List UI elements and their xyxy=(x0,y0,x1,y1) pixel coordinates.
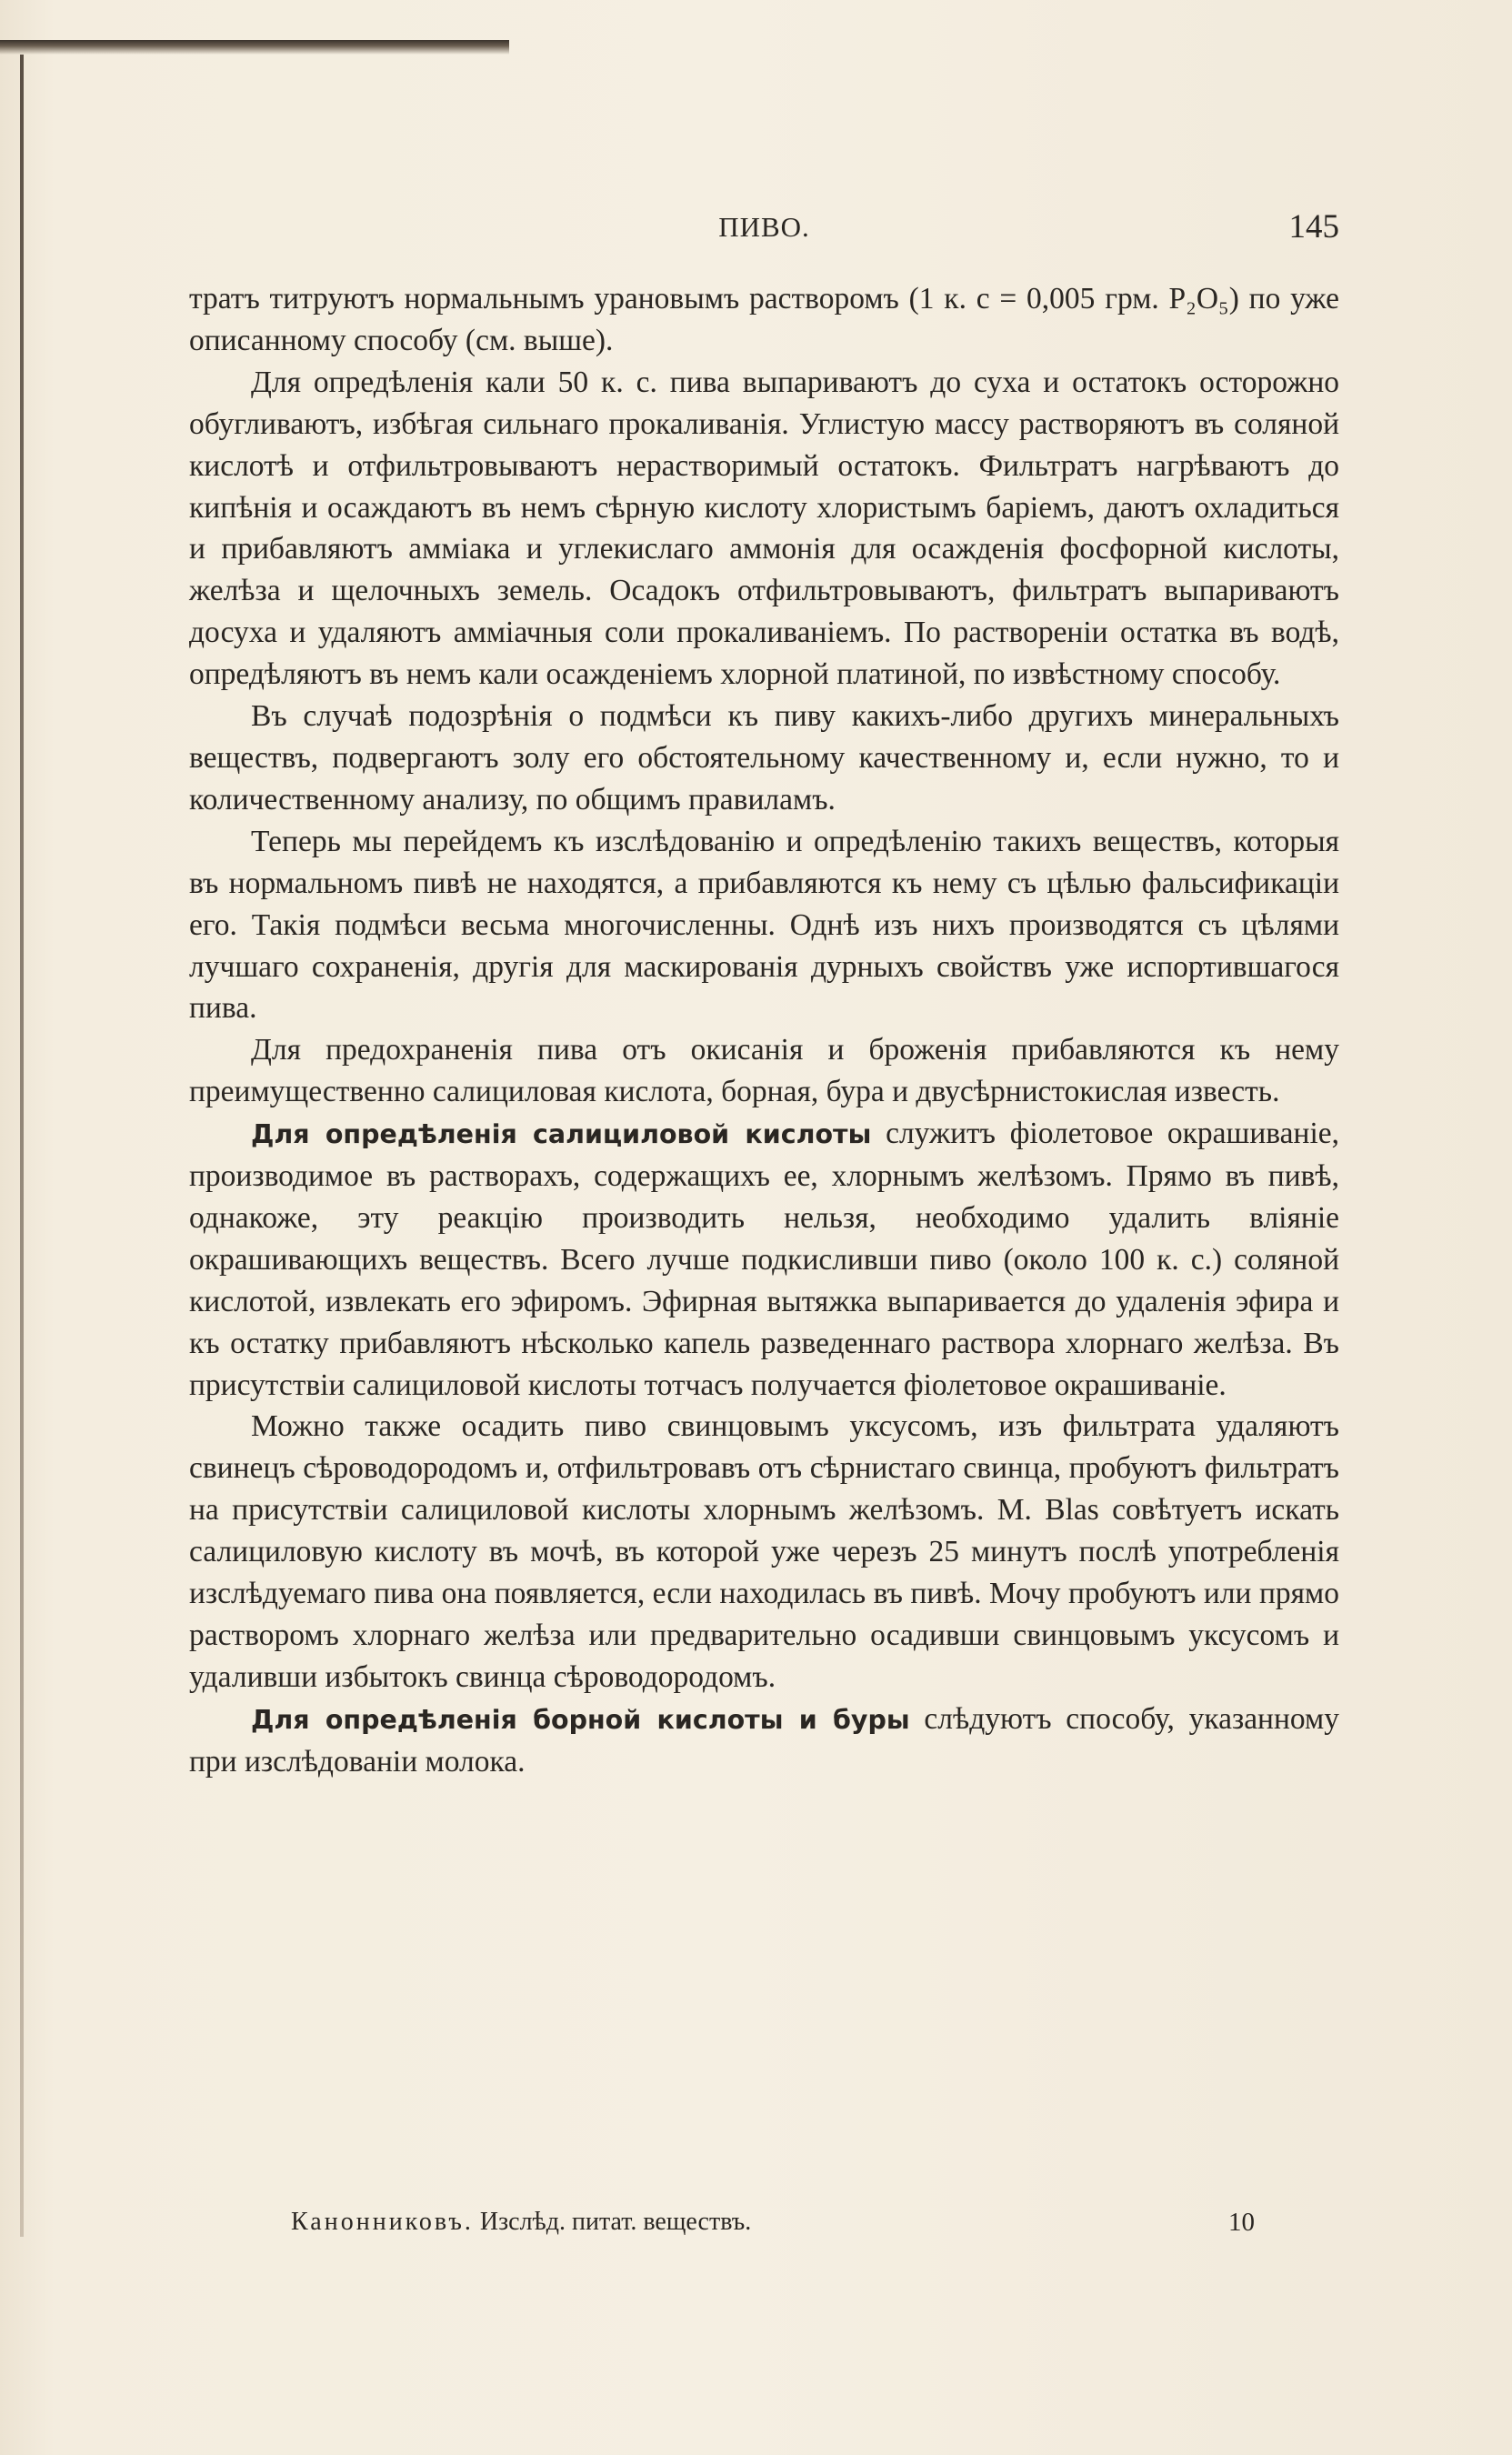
footer-author: Канонниковъ. xyxy=(291,2208,474,2236)
emphasized-heading: Для опредѣленія салициловой кислоты xyxy=(251,1119,872,1150)
paragraph-text: Для опредѣленія кали 50 к. с. пива выпариваютъ до суха и остатокъ осторожно обугливаютъ, избѣгая сильнаго прокаливанія. Углистую массу растворяютъ въ соляной кислотѣ и отфильтровываютъ нерастворимый остатокъ. Фильтратъ нагрѣваютъ до кипѣнія и осаждаютъ въ немъ сѣрную кислоту хлористымъ баріемъ, даютъ охладиться и прибавляютъ амміака и углекислаго аммонія для осажденія фосфорной кислоты, желѣза и щелочныхъ земель. Осадокъ отфильтровываютъ, фильтратъ выпариваютъ досуха и удаляютъ амміачныя соли прокаливаніемъ. По раствореніи остатка въ водѣ, опредѣляютъ въ немъ кали осажденіемъ хлорной платиной, по извѣстному способу. xyxy=(189,365,1339,692)
paragraph xyxy=(189,696,1339,821)
paragraph-text: тратъ титруютъ нормальнымъ урановымъ растворомъ (1 к. с = 0,005 грм. P₂O₅) по уже описанному способу (см. выше). xyxy=(189,282,1339,357)
footer-title: Изслѣд. питат. веществъ. xyxy=(473,2208,752,2236)
paragraph xyxy=(189,362,1339,696)
signature-mark: 10 xyxy=(1228,2208,1255,2237)
running-head xyxy=(189,208,1339,256)
paragraph xyxy=(189,1698,1339,1783)
paragraph xyxy=(189,1113,1339,1406)
binding-shadow-top xyxy=(0,40,509,55)
paragraph xyxy=(189,821,1339,1030)
paragraph-text: Теперь мы перейдемъ къ изслѣдованію и опредѣленію такихъ веществъ, которыя въ нормальномъ пивѣ не находятся, а прибавляются къ нему съ цѣлью фальсификаціи его. Такія подмѣси весьма многочисленны. Однѣ изъ нихъ производятся съ цѣлями лучшаго сохраненія, другія для маскированія дурныхъ свойствъ уже испортившагося пива. xyxy=(189,824,1339,1026)
paragraph-text: Въ случаѣ подозрѣнія о подмѣси къ пиву какихъ-либо другихъ минеральныхъ веществъ, подвергаютъ золу его обстоятельному качественному и, если нужно, то и количественному анализу, по общимъ правиламъ. xyxy=(189,699,1339,817)
paragraph xyxy=(189,1029,1339,1113)
paragraph-text: Можно также осадить пиво свинцовымъ уксусомъ, изъ фильтрата удаляютъ свинецъ сѣроводородомъ и, отфильтровавъ отъ сѣрнистаго свинца, пробуютъ фильтратъ на присутствіи салициловой кислоты хлорнымъ желѣзомъ. М. Blas совѣтуетъ искать салициловую кислоту въ мочѣ, въ которой уже черезъ 25 минутъ послѣ употребленія изслѣдуемаго пива она появляется, если находилась въ пивѣ. Мочу пробуютъ или прямо растворомъ хлорнаго желѣза или предварительно осадивши свинцовымъ уксусомъ и удаливши избытокъ свинца сѣроводородомъ. xyxy=(189,1409,1339,1694)
paragraph xyxy=(189,278,1339,362)
paragraph-text: служитъ фіолетовое окрашиваніе, производимое въ растворахъ, содержащихъ ее, хлорнымъ желѣзомъ. Прямо въ пивѣ, однакоже, эту реакцію производить нельзя, необходимо удалить вліяніе окрашивающихъ веществъ. Всего лучше подкисливши пиво (около 100 к. с.) соляной кислотой, извлекать его эфиромъ. Эфирная вытяжка выпаривается до удаленія эфира и къ остатку прибавляютъ нѣсколько капель разведеннаго раствора хлорнаго желѣза. Въ присутствіи салициловой кислоты тотчасъ получается фіолетовое окрашиваніе. xyxy=(189,1117,1339,1402)
paragraph-text: слѣдуютъ способу, указанному при изслѣдованіи молока. xyxy=(189,1701,1339,1779)
body-text xyxy=(189,278,1339,1783)
binding-shadow-left xyxy=(20,55,24,2237)
page-footer xyxy=(291,2208,1255,2244)
running-title: ПИВО. xyxy=(718,211,810,243)
paragraph xyxy=(189,1406,1339,1698)
page-number: 145 xyxy=(1288,208,1339,246)
emphasized-heading: Для опредѣленія борной кислоты и буры xyxy=(251,1704,910,1735)
paragraph-text: Для предохраненія пива отъ окисанія и броженія прибавляются къ нему преимущественно салициловая кислота, борная, бура и двусѣрнистокислая известь. xyxy=(189,1033,1339,1109)
